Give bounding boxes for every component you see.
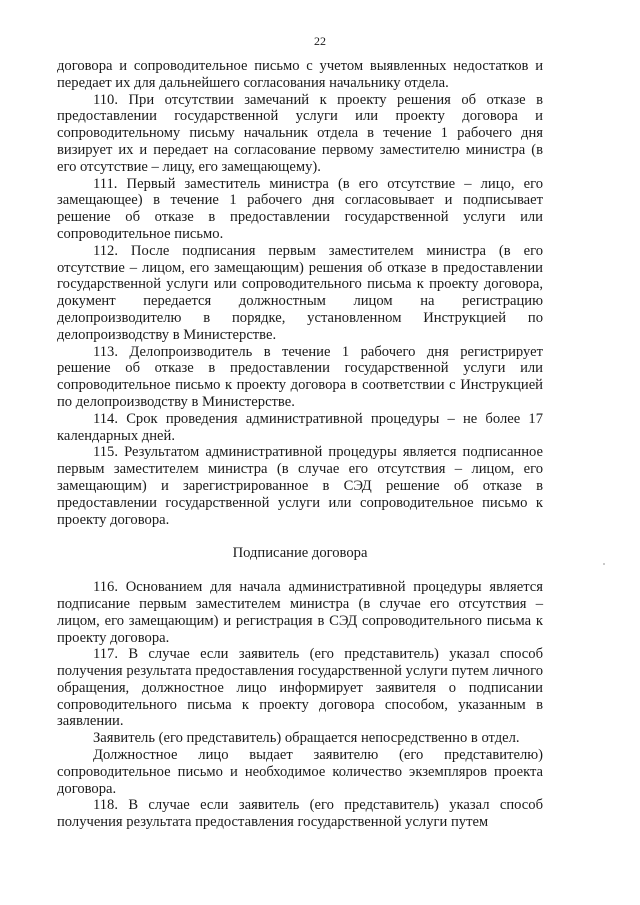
paragraph-111: 111. Первый заместитель министра (в его отсутствие – лицо, его замещающее) в течение 1 рабочего дня согласовывает и подписывает решение об отказе в предоставлении государственной услуги или сопроводительное письмо. bbox=[57, 175, 543, 242]
paragraph-continuation: договора и сопроводительное письмо с учетом выявленных недостатков и передает их для дальнейшего согласования начальнику отдела. bbox=[57, 58, 543, 91]
paragraph-117: 117. В случае если заявитель (его представитель) указал способ получения результата предоставления государственной услуги путем личного обращения, должностное лицо информирует заявителя о подписании сопроводительного письма к проекту договора способом, указанным в заявлении. bbox=[57, 646, 543, 730]
paragraph-110: 110. При отсутствии замечаний к проекту решения об отказе в предоставлении государственной услуги или проекту договора и сопроводительному письму начальник отдела в течение 1 рабочего дня визирует их и передает на согласование первому заместителю министра (в его отсутствие – лицу, его замещающему). bbox=[57, 91, 543, 175]
paragraph-118: 118. В случае если заявитель (его представитель) указал способ получения результата предоставления государственной услуги путем bbox=[57, 797, 543, 831]
paragraph-113: 113. Делопроизводитель в течение 1 рабочего дня регистрирует решение об отказе в предоставлении государственной услуги или сопроводительное письмо к проекту договора в соответствии с Инструкцией по делопроизводству в Министерстве. bbox=[57, 343, 543, 410]
scan-speck bbox=[603, 563, 605, 565]
section-heading: Подписание договора bbox=[232, 545, 368, 562]
paragraph-official-issues: Должностное лицо выдает заявителю (его представителю) сопроводительное письмо и необходимое количество экземпляров проекта договора. bbox=[57, 747, 543, 797]
paragraph-116: 116. Основанием для начала административной процедуры является подписание первым заместителем министра (в случае его отсутствия – лицом, его замещающим) и регистрация в СЭД сопроводительного письма к проекту договора. bbox=[57, 579, 543, 646]
paragraph-112: 112. После подписания первым заместителем министра (в его отсутствие – лицом, его замещающим) решения об отказе в предоставлении государственной услуги или сопроводительного письма к проекту договора, документ передается должностным лицом на регистрацию делопроизводителю в порядке, установленном Инструкцией по делопроизводству в Министерстве. bbox=[57, 242, 543, 343]
document-body bbox=[57, 58, 543, 831]
page-number: 22 bbox=[314, 34, 326, 48]
paragraph-applicant-visit: Заявитель (его представитель) обращается непосредственно в отдел. bbox=[93, 730, 520, 747]
paragraph-114: 114. Срок проведения административной процедуры – не более 17 календарных дней. bbox=[57, 410, 543, 444]
paragraph-115: 115. Результатом административной процедуры является подписанное первым заместителем министра (в случае его отсутствия – лицом, его замещающим) и зарегистрированное в СЭД решение об отказе в предоставлении государственной услуги или сопроводительное письмо к проекту договора. bbox=[57, 444, 543, 528]
